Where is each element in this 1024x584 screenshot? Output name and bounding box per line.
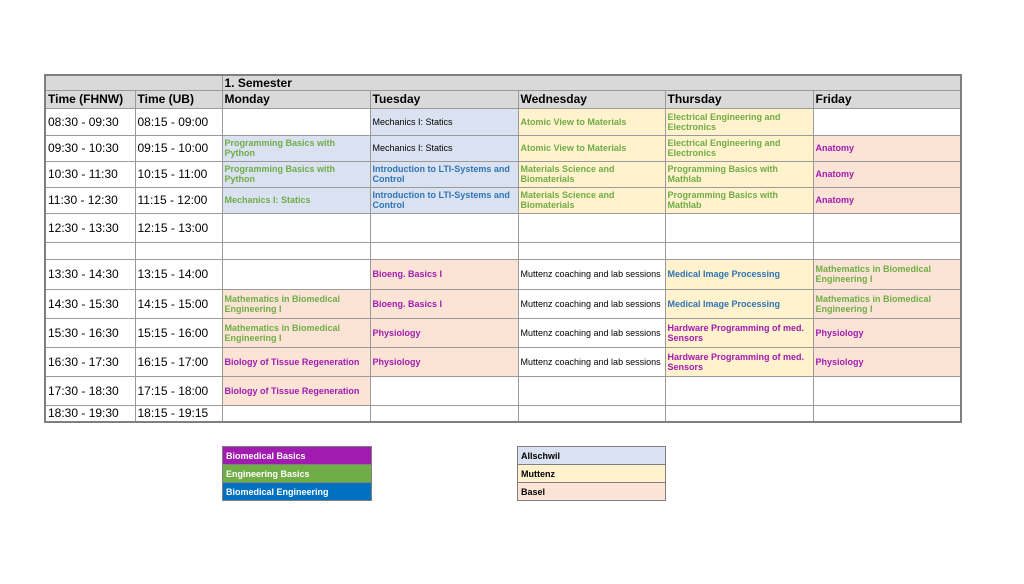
empty-cell [222, 259, 370, 289]
time-ub: 12:15 - 13:00 [135, 213, 222, 242]
column-header: Wednesday [518, 90, 665, 108]
legend-muttenz: Muttenz [518, 465, 666, 483]
empty-cell [813, 405, 961, 422]
course-cell: Medical Image Processing [665, 289, 813, 318]
empty-cell [665, 376, 813, 405]
schedule-row [45, 376, 961, 405]
empty-cell [222, 242, 370, 259]
course-cell: Anatomy [813, 135, 961, 161]
column-header: Friday [813, 90, 961, 108]
time-fhnw: 16:30 - 17:30 [45, 347, 135, 376]
course-cell: Mathematics in Biomedical Engineering I [222, 318, 370, 347]
legend-allschwil: Allschwil [518, 447, 666, 465]
empty-cell [370, 242, 518, 259]
header-row [45, 90, 961, 108]
time-ub: 17:15 - 18:00 [135, 376, 222, 405]
time-ub: 18:15 - 19:15 [135, 405, 222, 422]
time-ub [135, 242, 222, 259]
column-header: Monday [222, 90, 370, 108]
time-fhnw: 17:30 - 18:30 [45, 376, 135, 405]
empty-cell [518, 405, 665, 422]
time-fhnw [45, 242, 135, 259]
course-cell: Materials Science and Biomaterials [518, 161, 665, 187]
time-ub: 11:15 - 12:00 [135, 187, 222, 213]
schedule-row [45, 161, 961, 187]
empty-cell [222, 213, 370, 242]
schedule-row [45, 259, 961, 289]
time-ub: 10:15 - 11:00 [135, 161, 222, 187]
time-ub: 14:15 - 15:00 [135, 289, 222, 318]
empty-cell [370, 405, 518, 422]
empty-cell [518, 376, 665, 405]
empty-cell [665, 405, 813, 422]
course-cell: Atomic View to Materials [518, 135, 665, 161]
schedule-row [45, 108, 961, 135]
empty-cell [370, 213, 518, 242]
course-cell: Biology of Tissue Regeneration [222, 347, 370, 376]
course-cell: Mathematics in Biomedical Engineering I [813, 289, 961, 318]
time-ub: 13:15 - 14:00 [135, 259, 222, 289]
course-cell: Programming Basics with Mathlab [665, 187, 813, 213]
course-cell: Biology of Tissue Regeneration [222, 376, 370, 405]
course-cell: Physiology [370, 318, 518, 347]
course-cell: Physiology [813, 318, 961, 347]
course-cell: Bioeng. Basics I [370, 259, 518, 289]
course-cell: Muttenz coaching and lab sessions [518, 318, 665, 347]
schedule-row [45, 135, 961, 161]
course-cell: Mechanics I: Statics [370, 108, 518, 135]
column-header: Tuesday [370, 90, 518, 108]
schedule-table [44, 74, 962, 423]
course-cell: Mathematics in Biomedical Engineering I [813, 259, 961, 289]
course-cell: Mathematics in Biomedical Engineering I [222, 289, 370, 318]
schedule-row [45, 405, 961, 422]
category-legend [222, 446, 372, 501]
course-cell: Electrical Engineering and Electronics [665, 135, 813, 161]
time-ub: 15:15 - 16:00 [135, 318, 222, 347]
schedule-row [45, 318, 961, 347]
time-fhnw: 18:30 - 19:30 [45, 405, 135, 422]
legend-biomedical-basics: Biomedical Basics [223, 447, 372, 465]
course-cell: Programming Basics with Python [222, 135, 370, 161]
column-header: Time (FHNW) [45, 90, 135, 108]
empty-cell [222, 108, 370, 135]
empty-cell [813, 376, 961, 405]
schedule-row [45, 289, 961, 318]
course-cell: Physiology [370, 347, 518, 376]
column-header: Time (UB) [135, 90, 222, 108]
legend-engineering-basics: Engineering Basics [223, 465, 372, 483]
empty-cell [665, 213, 813, 242]
schedule-row [45, 347, 961, 376]
course-cell: Mechanics I: Statics [370, 135, 518, 161]
semester-row [45, 75, 961, 90]
course-cell: Introduction to LTI-Systems and Control [370, 187, 518, 213]
course-cell: Muttenz coaching and lab sessions [518, 259, 665, 289]
time-fhnw: 15:30 - 16:30 [45, 318, 135, 347]
time-fhnw: 11:30 - 12:30 [45, 187, 135, 213]
time-ub: 09:15 - 10:00 [135, 135, 222, 161]
column-header: Thursday [665, 90, 813, 108]
course-cell: Introduction to LTI-Systems and Control [370, 161, 518, 187]
time-ub: 08:15 - 09:00 [135, 108, 222, 135]
course-cell: Physiology [813, 347, 961, 376]
empty-cell [222, 405, 370, 422]
empty-cell [813, 108, 961, 135]
time-fhnw: 08:30 - 09:30 [45, 108, 135, 135]
semester-spacer [45, 75, 222, 90]
location-legend [517, 446, 666, 501]
time-fhnw: 10:30 - 11:30 [45, 161, 135, 187]
schedule-row [45, 242, 961, 259]
time-fhnw: 12:30 - 13:30 [45, 213, 135, 242]
legend-biomedical-engineering: Biomedical Engineering [223, 483, 372, 501]
course-cell: Muttenz coaching and lab sessions [518, 347, 665, 376]
empty-cell [518, 242, 665, 259]
course-cell: Programming Basics with Python [222, 161, 370, 187]
schedule-row [45, 213, 961, 242]
empty-cell [813, 242, 961, 259]
empty-cell [813, 213, 961, 242]
time-fhnw: 14:30 - 15:30 [45, 289, 135, 318]
empty-cell [370, 376, 518, 405]
legend-basel: Basel [518, 483, 666, 501]
course-cell: Hardware Programming of med. Sensors [665, 347, 813, 376]
empty-cell [518, 213, 665, 242]
course-cell: Materials Science and Biomaterials [518, 187, 665, 213]
course-cell: Anatomy [813, 161, 961, 187]
course-cell: Medical Image Processing [665, 259, 813, 289]
course-cell: Anatomy [813, 187, 961, 213]
time-fhnw: 13:30 - 14:30 [45, 259, 135, 289]
course-cell: Programming Basics with Mathlab [665, 161, 813, 187]
course-cell: Atomic View to Materials [518, 108, 665, 135]
course-cell: Bioeng. Basics I [370, 289, 518, 318]
schedule-row [45, 187, 961, 213]
semester-title: 1. Semester [222, 75, 961, 90]
course-cell: Electrical Engineering and Electronics [665, 108, 813, 135]
time-ub: 16:15 - 17:00 [135, 347, 222, 376]
empty-cell [665, 242, 813, 259]
course-cell: Muttenz coaching and lab sessions [518, 289, 665, 318]
course-cell: Mechanics I: Statics [222, 187, 370, 213]
course-cell: Hardware Programming of med. Sensors [665, 318, 813, 347]
time-fhnw: 09:30 - 10:30 [45, 135, 135, 161]
